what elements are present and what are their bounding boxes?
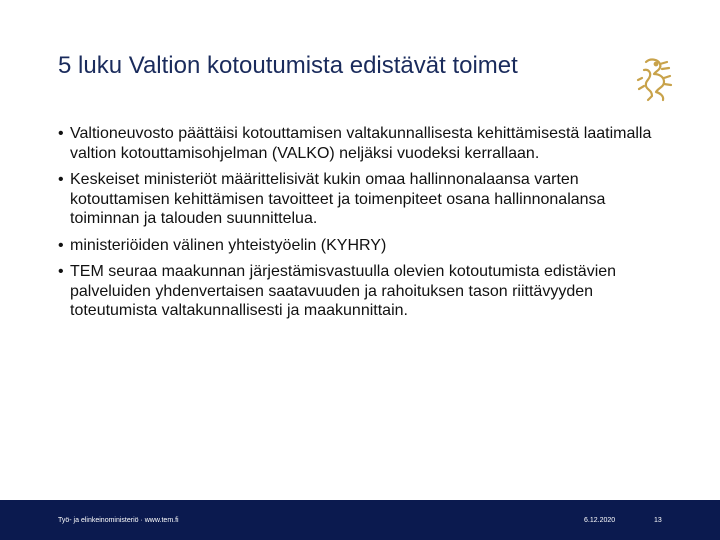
footer-page-number: 13 — [654, 517, 662, 524]
lion-coat-of-arms-icon — [636, 56, 674, 104]
bullet-item — [58, 236, 668, 256]
bullet-text: TEM seuraa maakunnan järjestämisvastuulla olevien kotoutumista edistävien palveluiden yhdenvertaisen saatavuuden ja rahoituksen tason riittävyyden toteutumista valtakunnallisesti ja maakunnittain. — [70, 263, 617, 319]
bullet-marker: • — [58, 125, 64, 142]
bullet-text: Valtioneuvosto päättäisi kotouttamisen valtakunnallisesta kehittämisestä laatimalla valtion kotouttamisohjelman (VALKO) neljäksi vuodeksi kerrallaan. — [70, 125, 652, 162]
bullet-text: ministeriöiden välinen yhteistyöelin (KYHRY) — [70, 236, 387, 254]
bullet-item — [58, 262, 668, 321]
bullet-text: Keskeiset ministeriöt määrittelisivät kukin omaa hallinnonalaansa varten kotouttamisen kehittämisen tavoitteet ja toimenpiteet osana hallinnonalansa toiminnan ja talouden suunnittelua. — [70, 171, 606, 227]
slide-title: 5 luku Valtion kotoutumista edistävät toimet — [58, 52, 518, 79]
bullet-item — [58, 170, 668, 229]
bullet-list — [58, 124, 668, 328]
footer-organization-text: Työ- ja elinkeinoministeriö · www.tem.fi — [58, 517, 179, 524]
bullet-marker: • — [58, 171, 64, 188]
bullet-marker: • — [58, 263, 64, 280]
bullet-marker: • — [58, 236, 64, 254]
footer-bar — [0, 500, 720, 540]
bullet-item — [58, 124, 668, 163]
footer-date: 6.12.2020 — [584, 517, 616, 524]
